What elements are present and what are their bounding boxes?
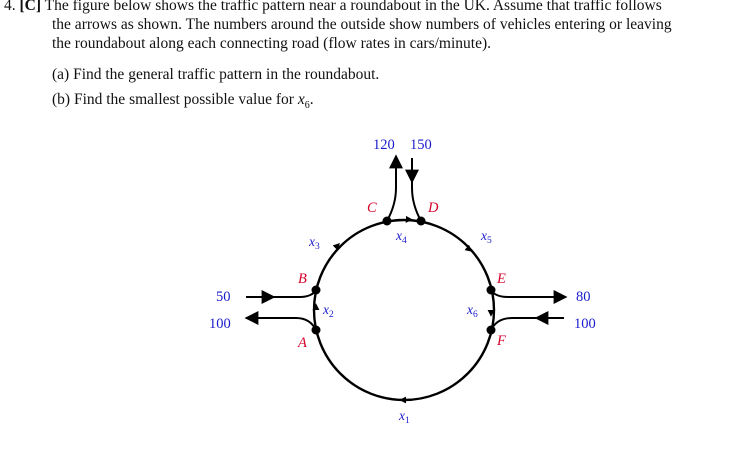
var-x4-sub: 4: [402, 236, 407, 246]
part-b-end: .: [309, 91, 314, 108]
label-e: E: [497, 271, 506, 287]
road-left-in: [246, 290, 316, 297]
problem-text-3: the roundabout along each connecting road (flow rates in cars/minute).: [52, 35, 492, 52]
label-a: A: [298, 335, 307, 351]
point-d-dot: [417, 217, 426, 226]
var-x3: $x_3$: [309, 234, 320, 252]
point-b-dot: [312, 286, 321, 295]
point-e-dot: [487, 286, 496, 295]
label-c: C: [367, 200, 377, 216]
road-left-out: [246, 318, 316, 330]
problem-number: 4.: [4, 0, 16, 14]
var-x5-sub: 5: [487, 236, 492, 246]
point-a-dot: [312, 326, 321, 335]
var-x2-sub: 2: [329, 310, 334, 320]
problem-text-2: the arrows as shown. The numbers around the outside show numbers of vehicles entering or leaving: [52, 16, 672, 33]
part-b-label: (b): [52, 91, 71, 108]
part-b-sub: 6: [304, 100, 310, 112]
flow-left-out: 100: [209, 316, 231, 332]
part-a-text: Find the general traffic pattern in the roundabout.: [73, 66, 380, 83]
point-c-dot: [383, 217, 392, 226]
road-top-out: [387, 158, 396, 221]
problem-tag: [C]: [19, 0, 42, 14]
var-x3-sub: 3: [315, 242, 320, 252]
var-x1: $x_1$: [399, 408, 410, 426]
point-f-dot: [487, 326, 496, 335]
flow-right-in: 100: [574, 316, 596, 332]
label-f: F: [497, 333, 506, 349]
var-x5: $x_5$: [481, 228, 492, 246]
var-x1-sub: 1: [405, 416, 410, 426]
label-b: B: [298, 271, 307, 287]
label-d: D: [428, 200, 439, 216]
road-right-in: [491, 318, 564, 330]
var-x6: $x_6$: [467, 302, 478, 320]
flow-right-out: 80: [576, 289, 591, 305]
part-b-var: x: [297, 91, 305, 108]
var-x2: $x_2$: [323, 302, 334, 320]
var-x6-sub: 6: [473, 310, 478, 320]
part-a-label: (a): [52, 66, 70, 83]
problem-text-1: The figure below shows the traffic pattern near a roundabout in the UK. Assume that traffic follows: [44, 0, 662, 14]
road-top-in: [412, 158, 421, 221]
road-right-out: [491, 290, 564, 297]
part-b-text: Find the smallest possible value for: [73, 91, 294, 108]
flow-left-in: 50: [216, 289, 231, 305]
var-x4: $x_4$: [396, 228, 407, 246]
flow-top-out: 150: [410, 137, 432, 153]
flow-top-in: 120: [373, 137, 395, 153]
